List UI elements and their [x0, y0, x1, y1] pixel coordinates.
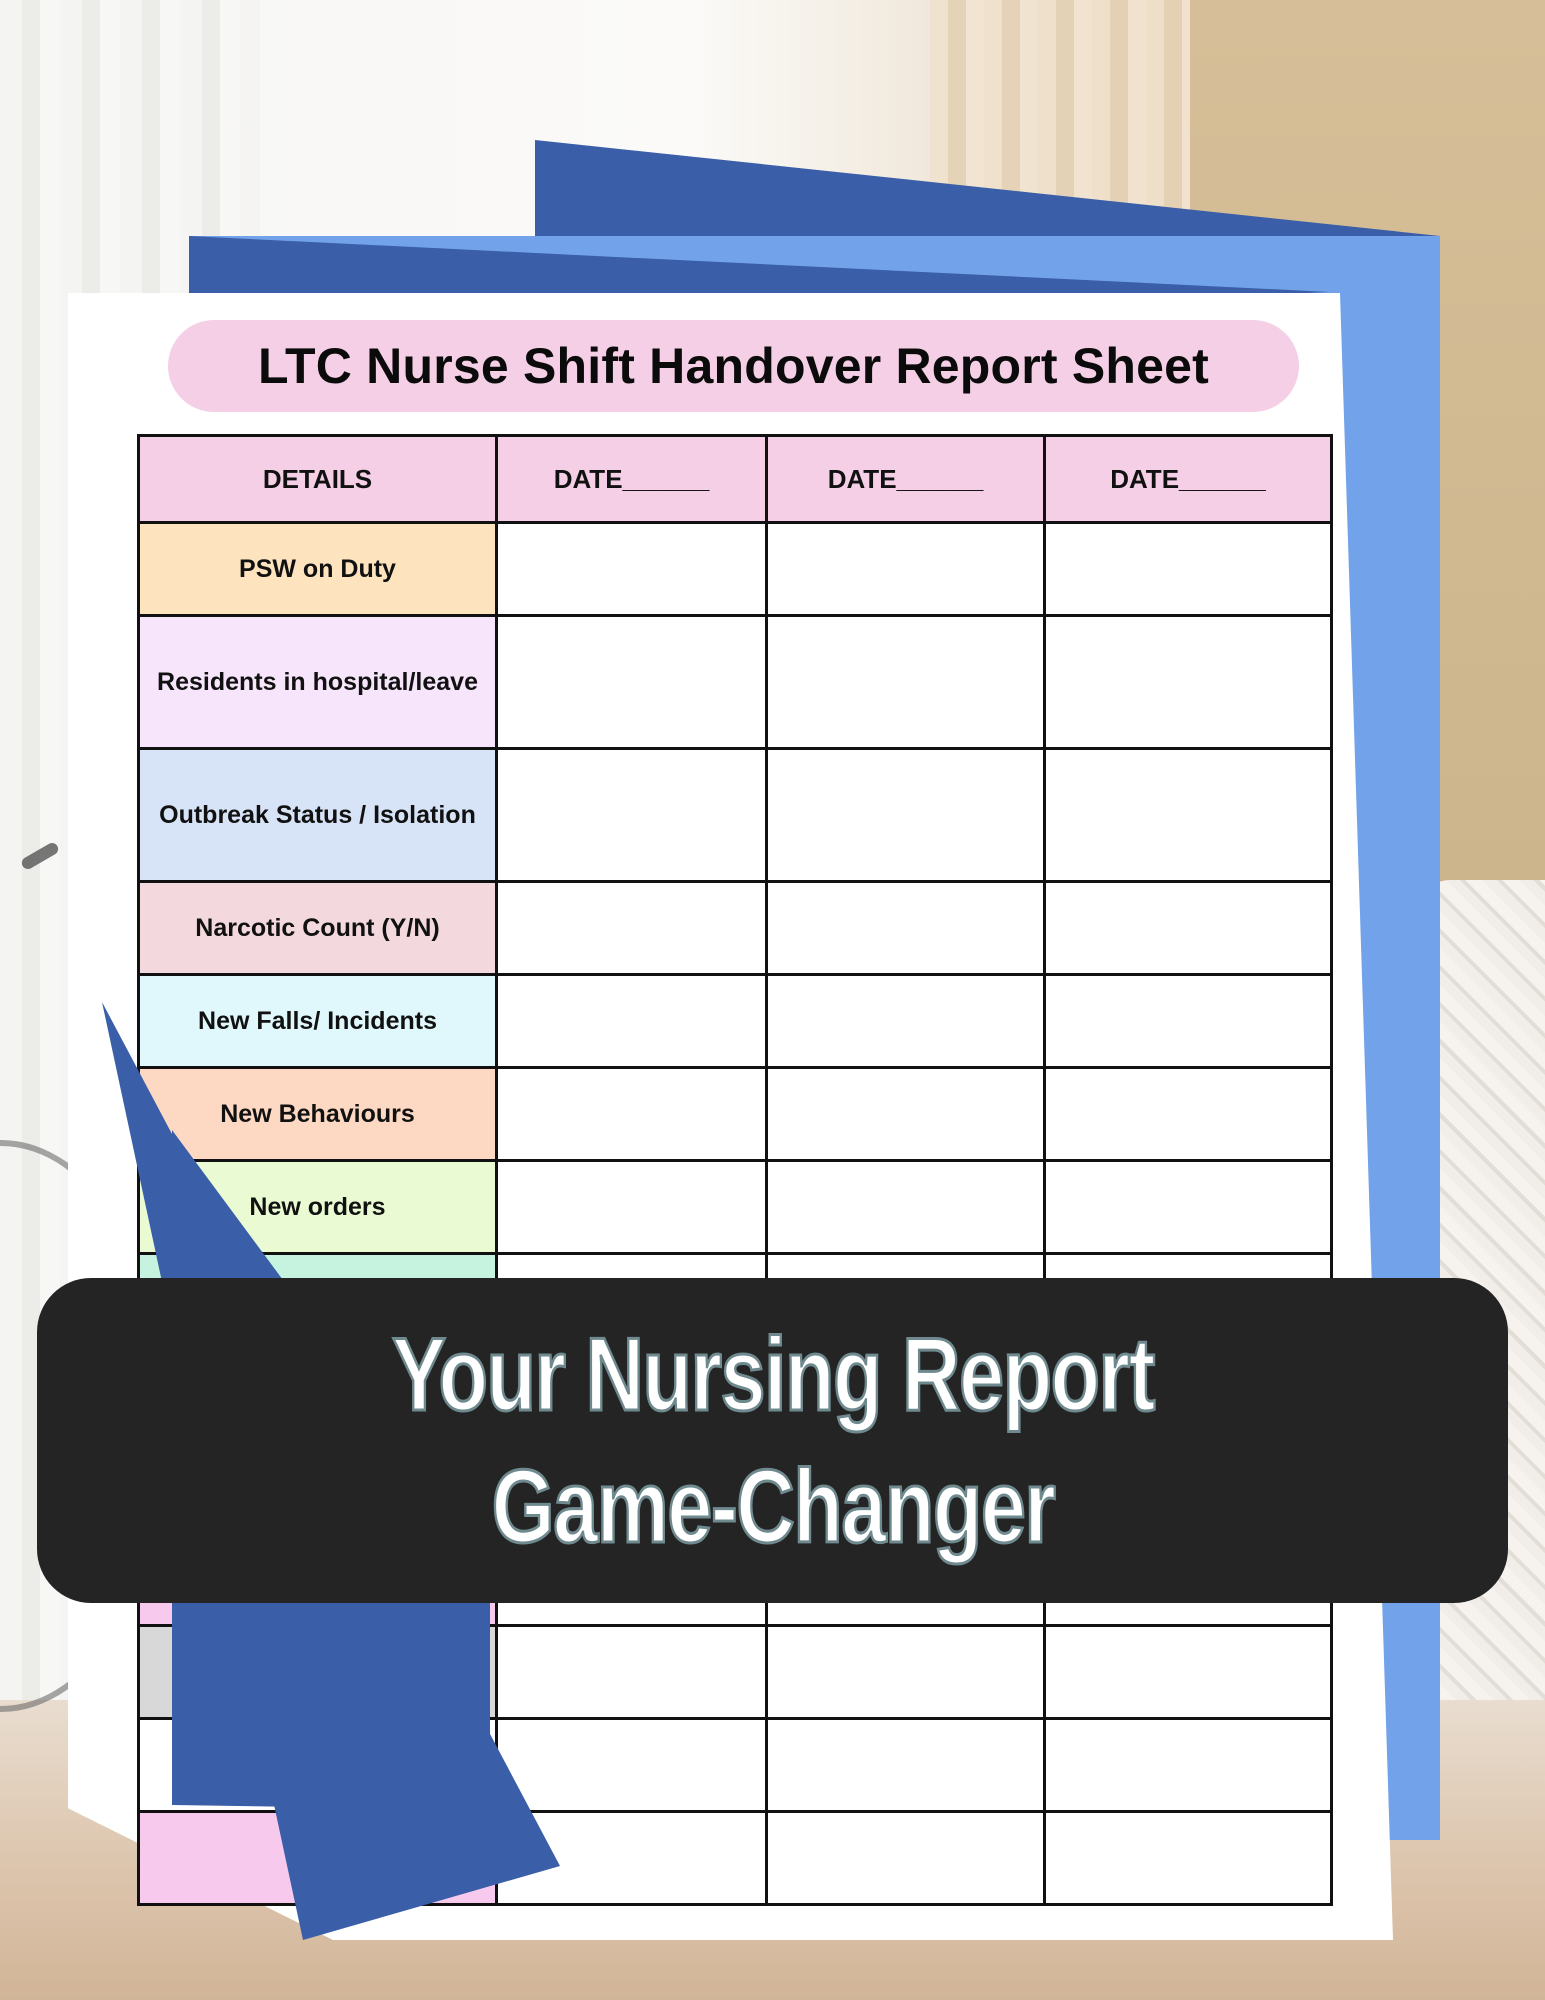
- header-date-1: DATE______: [497, 436, 767, 523]
- page-title: LTC Nurse Shift Handover Report Sheet: [257, 338, 1210, 394]
- row-label: Outbreak Status / Isolation: [139, 748, 497, 881]
- header-details: DETAILS: [139, 436, 497, 523]
- row-label: Narcotic Count (Y/N): [139, 881, 497, 974]
- row-label: New orders: [139, 1160, 497, 1253]
- banner-headline: Your Nursing Report Game-Changer: [391, 1316, 1154, 1565]
- row-label: Residents in hospital/leave: [139, 616, 497, 749]
- header-date-2: DATE______: [767, 436, 1045, 523]
- header-date-3: DATE______: [1045, 436, 1332, 523]
- promo-banner: [37, 1278, 1508, 1603]
- row-label: PSW on Duty: [139, 523, 497, 616]
- row-label: New Falls/ Incidents: [139, 974, 497, 1067]
- row-label: New Behaviours: [139, 1067, 497, 1160]
